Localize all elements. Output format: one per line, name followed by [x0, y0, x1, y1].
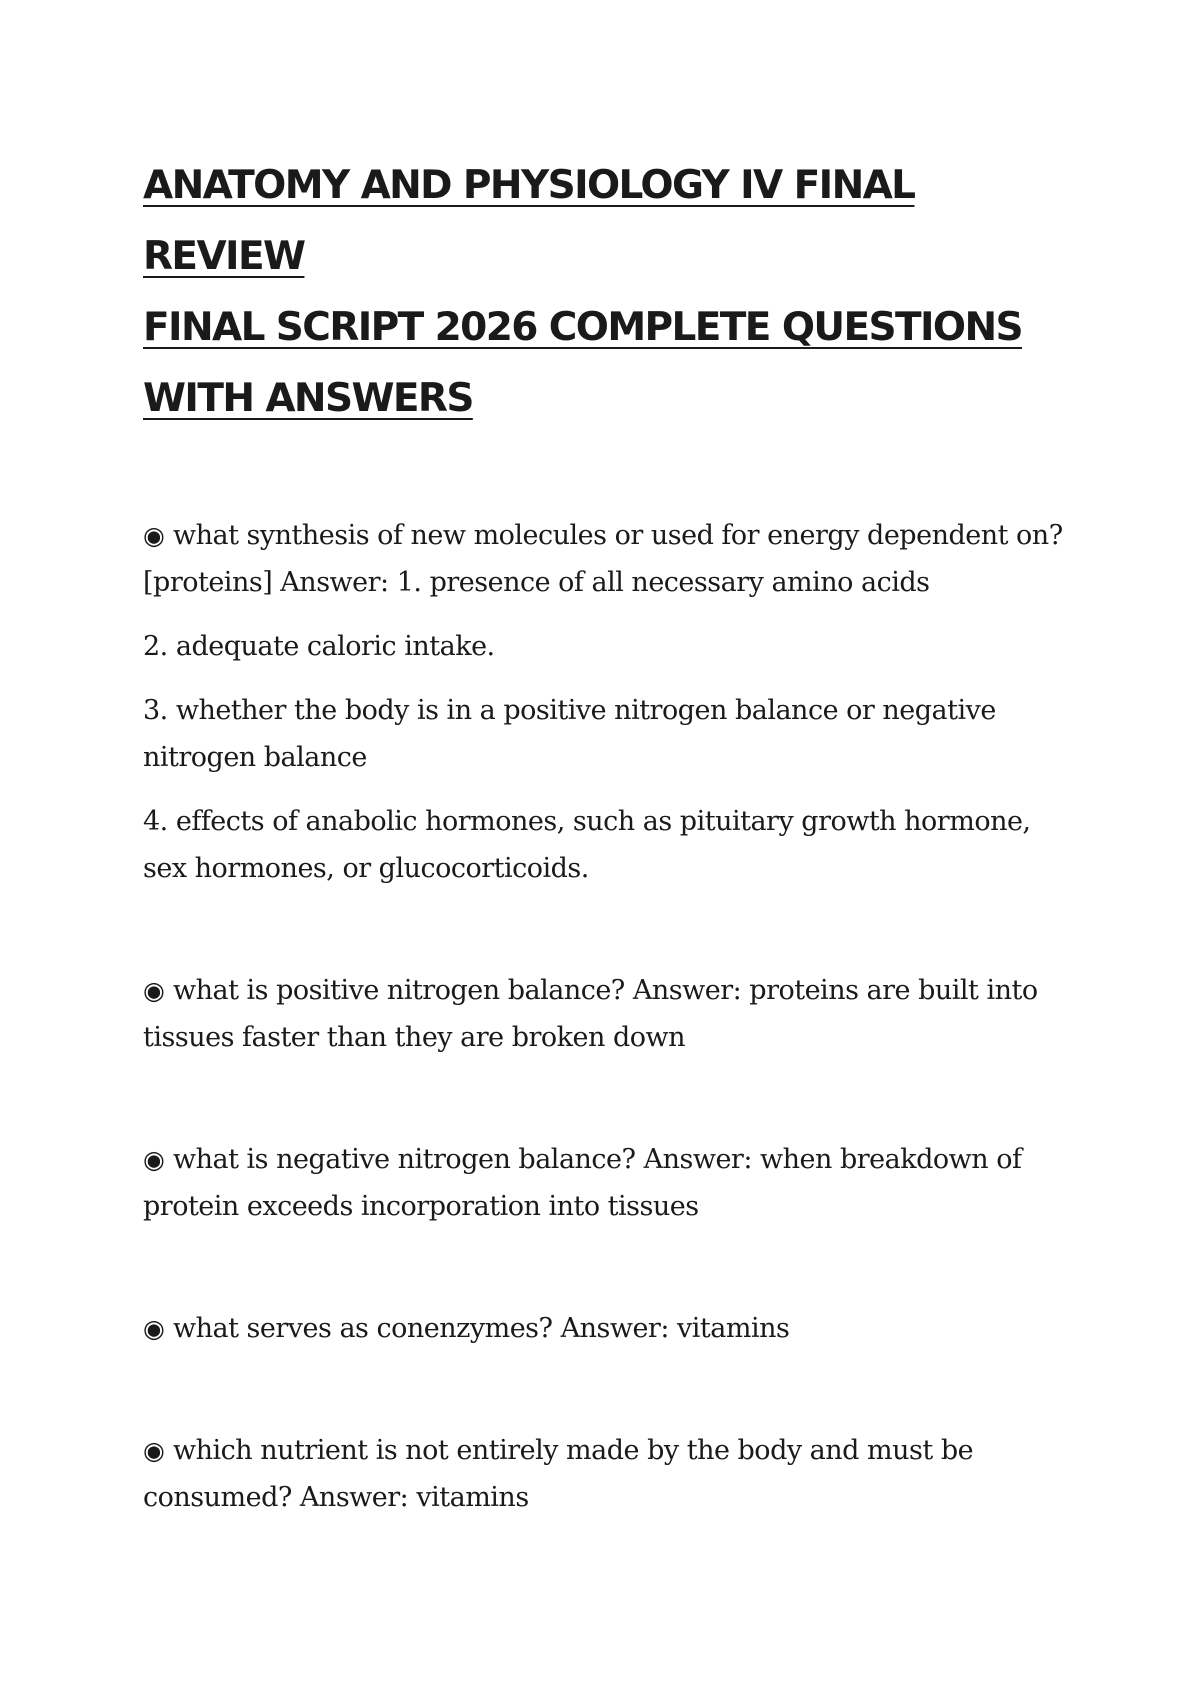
question-text: what serves as conenzymes? Answer: vitamins — [173, 1313, 790, 1344]
question-paragraph — [143, 512, 1073, 606]
question-text: what is negative nitrogen balance? Answer: when breakdown of protein exceeds incorporation into tissues — [143, 1144, 1022, 1222]
qa-list — [143, 512, 1073, 1521]
qa-item-protein-synthesis — [143, 512, 1073, 892]
radio-bullet-icon: ◉ — [143, 1436, 165, 1465]
qa-item-positive-nitrogen — [143, 967, 1073, 1061]
qa-item-negative-nitrogen — [143, 1136, 1073, 1230]
radio-bullet-icon: ◉ — [143, 1314, 165, 1343]
answer-paragraph: 4. effects of anabolic hormones, such as pituitary growth hormone, sex hormones, or glucocorticoids. — [143, 806, 1031, 884]
question-paragraph — [143, 1427, 1073, 1521]
question-paragraph — [143, 1305, 1073, 1352]
radio-bullet-icon: ◉ — [143, 521, 165, 550]
answer-paragraph: 2. adequate caloric intake. — [143, 631, 495, 662]
qa-item-vitamins-consumed — [143, 1427, 1073, 1521]
question-text: what is positive nitrogen balance? Answer: proteins are built into tissues faster than they are broken down — [143, 975, 1038, 1053]
question-text: which nutrient is not entirely made by the body and must be consumed? Answer: vitamins — [143, 1435, 974, 1513]
question-text: what synthesis of new molecules or used for energy dependent on? [proteins] Answer: 1. presence of all necessary amino acids — [143, 520, 1063, 598]
answer-paragraph: 3. whether the body is in a positive nitrogen balance or negative nitrogen balance — [143, 695, 996, 773]
title-line-1: ANATOMY AND PHYSIOLOGY IV FINAL REVIEW — [143, 163, 915, 279]
document-title — [143, 150, 1073, 434]
question-paragraph — [143, 1136, 1073, 1230]
document-page — [143, 150, 1073, 1596]
radio-bullet-icon: ◉ — [143, 976, 165, 1005]
qa-item-coenzymes — [143, 1305, 1073, 1352]
radio-bullet-icon: ◉ — [143, 1145, 165, 1174]
title-line-2: FINAL SCRIPT 2026 COMPLETE QUESTIONS — [143, 305, 1022, 350]
question-paragraph — [143, 967, 1073, 1061]
title-line-3: WITH ANSWERS — [143, 376, 473, 421]
